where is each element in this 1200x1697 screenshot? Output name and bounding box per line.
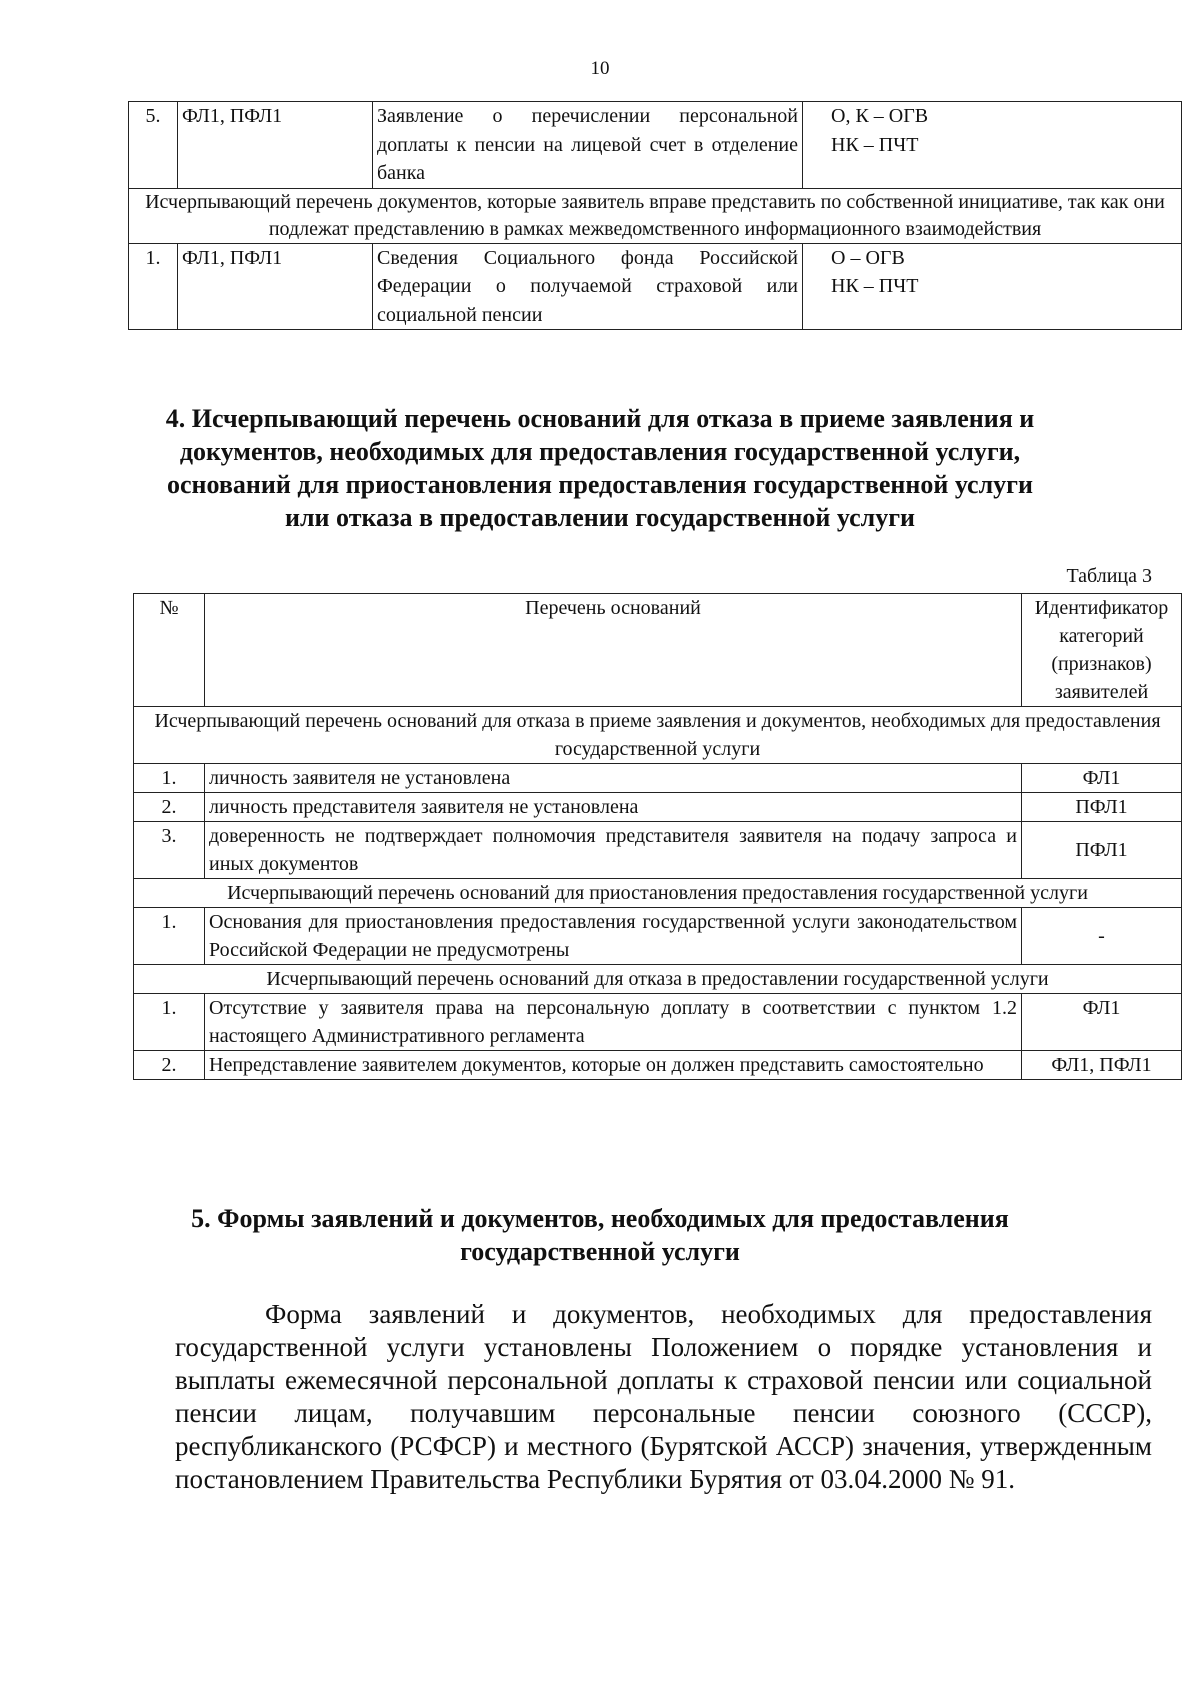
table-row: [134, 994, 1182, 1051]
header-identifier: Идентификатор категорий (признаков) заявителей: [1022, 594, 1182, 707]
ground-text: доверенность не подтверждает полномочия представителя заявителя на подачу запроса и иных документов: [205, 822, 1022, 879]
group-title: Исчерпывающий перечень оснований для отказа в предоставлении государственной услуги: [134, 965, 1182, 994]
table-row: [134, 822, 1182, 879]
row-number: 2.: [134, 793, 205, 822]
table-row: [134, 1051, 1182, 1080]
applicant-identifier: -: [1022, 908, 1182, 965]
applicant-identifier: ФЛ1: [1022, 764, 1182, 793]
table-subheader: Исчерпывающий перечень документов, которые заявитель вправе представить по собственной инициативе, так как они подлежат представлению в рамках межведомственного информационного взаимодействия: [129, 188, 1182, 243]
document-code: НК – ПЧТ: [831, 275, 919, 297]
document-name: Заявление о перечислении персональной доплаты к пенсии на лицевой счет в отделение банка: [373, 102, 803, 189]
documents-table-continuation: [128, 101, 1182, 330]
group-title-row: [134, 879, 1182, 908]
table-row: [134, 793, 1182, 822]
document-code: О, К – ОГВ: [831, 105, 929, 127]
applicant-identifier: ФЛ1: [1022, 994, 1182, 1051]
row-number: 3.: [134, 822, 205, 879]
applicant-identifier: ПФЛ1: [1022, 822, 1182, 879]
section-5-heading: 5. Формы заявлений и документов, необходимых для предоставления государственной услуги: [191, 1204, 1009, 1266]
applicant-category: ФЛ1, ПФЛ1: [178, 102, 373, 189]
page-number: 10: [590, 58, 610, 79]
ground-text: Основания для приостановления предоставления государственной услуги законодательством Российской Федерации не предусмотрены: [205, 908, 1022, 965]
row-number: 5.: [129, 102, 178, 189]
applicant-identifier: ПФЛ1: [1022, 793, 1182, 822]
header-number: №: [134, 594, 205, 707]
ground-text: личность представителя заявителя не установлена: [205, 793, 1022, 822]
document-codes: [803, 102, 1182, 189]
section-5-paragraph: Форма заявлений и документов, необходимых для предоставления государственной услуги установлены Положением о порядке установления и выплаты ежемесячной персональной доплаты к страховой пенсии или социальной пенсии лицам, получавшим персональные пенсии союзного (СССР), республиканского (РСФСР) и местного (Бурятской АССР) значения, утвержденным постановлением Правительства Республики Бурятия от 03.04.2000 № 91.: [175, 1299, 1152, 1494]
section-4-heading: 4. Исчерпывающий перечень оснований для отказа в приеме заявления и документов, необходимых для предоставления государственной услуги, оснований для приостановления предоставления государственной услуги или отказа в предоставлении государственной услуги: [165, 404, 1035, 532]
row-number: 1.: [129, 243, 178, 330]
ground-text: личность заявителя не установлена: [205, 764, 1022, 793]
group-title-row: [134, 965, 1182, 994]
row-number: 1.: [134, 908, 205, 965]
table-row: [134, 764, 1182, 793]
group-title: Исчерпывающий перечень оснований для приостановления предоставления государственной услуги: [134, 879, 1182, 908]
table-header-row: [134, 594, 1182, 707]
table-row: [129, 243, 1182, 330]
table-row: [129, 102, 1182, 189]
table-caption: Таблица 3: [1066, 565, 1152, 587]
table-row: [134, 908, 1182, 965]
ground-text: Непредставление заявителем документов, которые он должен представить самостоятельно: [205, 1051, 1022, 1080]
row-number: 1.: [134, 994, 205, 1051]
row-number: 1.: [134, 764, 205, 793]
group-title: Исчерпывающий перечень оснований для отказа в приеме заявления и документов, необходимых для предоставления государственной услуги: [134, 707, 1182, 764]
applicant-identifier: ФЛ1, ПФЛ1: [1022, 1051, 1182, 1080]
applicant-category: ФЛ1, ПФЛ1: [178, 243, 373, 330]
document-code: О – ОГВ: [831, 246, 905, 269]
ground-text: Отсутствие у заявителя права на персональную доплату в соответствии с пунктом 1.2 настоящего Административного регламента: [205, 994, 1022, 1051]
document-code: НК – ПЧТ: [831, 133, 919, 156]
row-number: 2.: [134, 1051, 205, 1080]
header-reasons: Перечень оснований: [205, 594, 1022, 707]
document-codes: [803, 243, 1182, 330]
document-name: Сведения Социального фонда Российской Федерации о получаемой страховой или социальной пенсии: [373, 243, 803, 330]
table-subheader-row: [129, 188, 1182, 243]
grounds-table: [133, 593, 1182, 1080]
group-title-row: [134, 707, 1182, 764]
